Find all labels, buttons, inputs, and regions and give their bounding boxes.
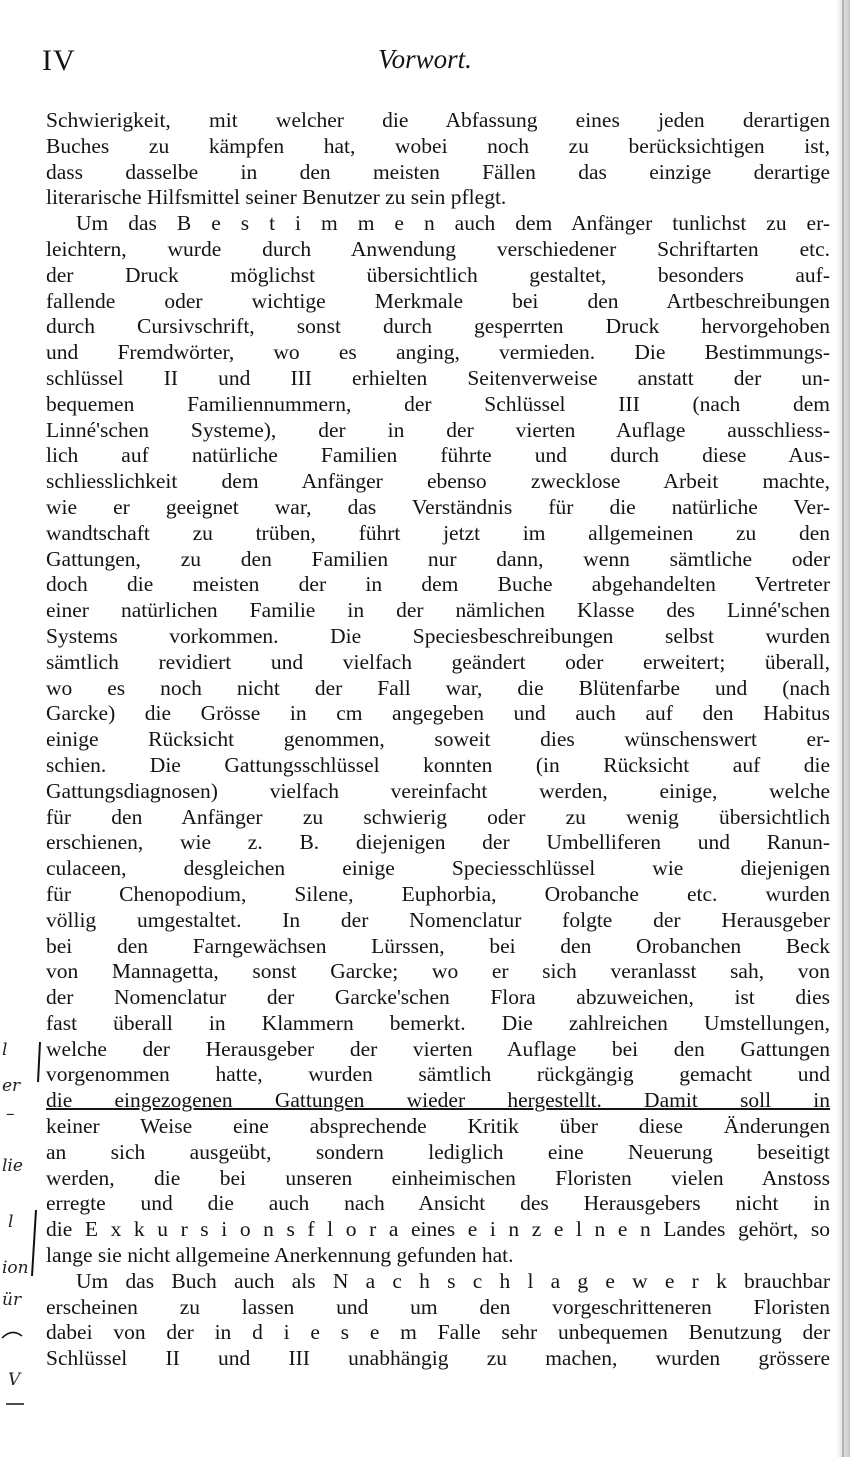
margin-note: ür bbox=[2, 1290, 22, 1310]
margin-annotation-strokes bbox=[0, 1040, 44, 1420]
body-text bbox=[46, 108, 830, 1372]
text-line: völlig umgestaltet. In der Nomenclatur folgte der Herausgeber bbox=[46, 907, 830, 932]
text-line: sämtlich revidiert und vielfach geändert oder erweitert; überall, bbox=[46, 649, 830, 674]
text-line: vorgenommen hatte, wurden sämtlich rückgängig gemacht und bbox=[46, 1062, 830, 1087]
text-line: wandtschaft zu trüben, führt jetzt im allgemeinen zu den bbox=[46, 520, 830, 545]
text-line: Schwierigkeit, mit welcher die Abfassung eines jeden derartigen bbox=[46, 108, 830, 132]
text-line: erscheinen zu lassen und um den vorgeschritteneren Floristen bbox=[46, 1294, 830, 1319]
margin-note: lie bbox=[2, 1156, 23, 1176]
text-line: erregte und die auch nach Ansicht des Herausgebers nicht in bbox=[46, 1191, 830, 1216]
text-line: einige Rücksicht genommen, soweit dies wünschenswert er- bbox=[46, 727, 830, 752]
margin-note: V bbox=[8, 1370, 21, 1390]
text-line: doch die meisten der in dem Buche abgehandelten Vertreter bbox=[46, 572, 830, 597]
text-line: schliesslichkeit dem Anfänger ebenso zwecklose Arbeit machte, bbox=[46, 469, 830, 494]
text-line: Gattungen, zu den Familien nur dann, wenn sämtliche oder bbox=[46, 546, 830, 571]
text-line: der Druck möglichst übersichtlich gestaltet, besonders auf- bbox=[46, 262, 830, 287]
text-line: an sich ausgeübt, sondern lediglich eine Neuerung beseitigt bbox=[46, 1139, 830, 1164]
text-line: keiner Weise eine absprechende Kritik über diese Änderungen bbox=[46, 1114, 830, 1139]
text-line: einer natürlichen Familie in der nämlichen Klasse des Linné'schen bbox=[46, 598, 830, 623]
text-line: lich auf natürliche Familien führte und durch diese Aus- bbox=[46, 443, 830, 468]
text-line: Garcke) die Grösse in cm angegeben und auch auf den Habitus bbox=[46, 701, 830, 726]
text-line: fallende oder wichtige Merkmale bei den Artbeschreibungen bbox=[46, 288, 830, 313]
text-line: lange sie nicht allgemeine Anerkennung gefunden hat. bbox=[46, 1243, 514, 1268]
text-line: Um das Buch auch als N a c h s c h l a g e w e r k brauchbar bbox=[76, 1268, 830, 1293]
margin-note: er bbox=[2, 1076, 21, 1096]
text-line: Linné'schen Systeme), der in der vierten Auflage ausschliess- bbox=[46, 417, 830, 442]
underlined-text-line: die eingezogenen Gattungen wieder hergestellt. Damit soll in bbox=[46, 1088, 830, 1113]
margin-note: l bbox=[8, 1212, 14, 1232]
text-line: der Nomenclatur der Garcke'schen Flora abzuweichen, ist dies bbox=[46, 985, 830, 1010]
text-line: schien. Die Gattungsschlüssel konnten (in Rücksicht auf die bbox=[46, 752, 830, 777]
handwritten-margin-notes bbox=[0, 1040, 44, 1420]
text-line: schlüssel II und III erhielten Seitenverweise anstatt der un- bbox=[46, 365, 830, 390]
text-line: erschienen, wie z. B. diejenigen der Umbelliferen und Ranun- bbox=[46, 830, 830, 855]
margin-note: – bbox=[6, 1104, 15, 1124]
text-line: dass dasselbe in den meisten Fällen das einzige derartige bbox=[46, 159, 830, 184]
text-line: fast überall in Klammern bemerkt. Die zahlreichen Umstellungen, bbox=[46, 1010, 830, 1035]
text-line: literarische Hilfsmittel seiner Benutzer zu sein pflegt. bbox=[46, 185, 507, 210]
running-head: Vorwort. bbox=[378, 44, 472, 74]
text-line: die E x k u r s i o n s f l o r a eines e i n z e l n e n Landes gehört, so bbox=[46, 1217, 830, 1242]
text-line: Systems vorkommen. Die Speciesbeschreibungen selbst wurden bbox=[46, 623, 830, 648]
text-line: durch Cursivschrift, sonst durch gesperrten Druck hervorgehoben bbox=[46, 314, 830, 339]
text-line: Buches zu kämpfen hat, wobei noch zu berücksichtigen ist, bbox=[46, 133, 830, 158]
text-line: werden, die bei unseren einheimischen Floristen vielen Anstoss bbox=[46, 1165, 830, 1190]
text-line: dabei von der in d i e s e m Falle sehr unbequemen Benutzung der bbox=[46, 1320, 830, 1345]
text-line: bequemen Familiennummern, der Schlüssel III (nach dem bbox=[46, 391, 830, 416]
margin-note: ion bbox=[2, 1258, 29, 1278]
text-line: wo es noch nicht der Fall war, die Blütenfarbe und (nach bbox=[46, 675, 830, 700]
page-edge-line bbox=[842, 0, 844, 1457]
text-line: für den Anfänger zu schwierig oder zu wenig übersichtlich bbox=[46, 804, 830, 829]
text-line: für Chenopodium, Silene, Euphorbia, Orobanche etc. wurden bbox=[46, 881, 830, 906]
text-line: bei den Farngewächsen Lürssen, bei den Orobanchen Beck bbox=[46, 933, 830, 958]
text-line: Schlüssel II und III unabhängig zu machen, wurden grössere bbox=[46, 1346, 830, 1371]
text-line: welche der Herausgeber der vierten Auflage bei den Gattungen bbox=[46, 1036, 830, 1061]
text-line: Um das B e s t i m m e n auch dem Anfänger tunlichst zu er- bbox=[76, 211, 830, 236]
text-line: culaceen, desgleichen einige Speciesschlüssel wie diejenigen bbox=[46, 856, 830, 881]
page-number: IV bbox=[42, 44, 76, 77]
text-line: und Fremdwörter, wo es anging, vermieden. Die Bestimmungs- bbox=[46, 340, 830, 365]
text-line: von Mannagetta, sonst Garcke; wo er sich veranlasst sah, von bbox=[46, 959, 830, 984]
margin-note: l bbox=[2, 1040, 8, 1060]
text-line: leichtern, wurde durch Anwendung verschiedener Schriftarten etc. bbox=[46, 236, 830, 261]
text-line: wie er geeignet war, das Verständnis für die natürliche Ver- bbox=[46, 494, 830, 519]
text-line: Gattungsdiagnosen) vielfach vereinfacht werden, einige, welche bbox=[46, 778, 830, 803]
